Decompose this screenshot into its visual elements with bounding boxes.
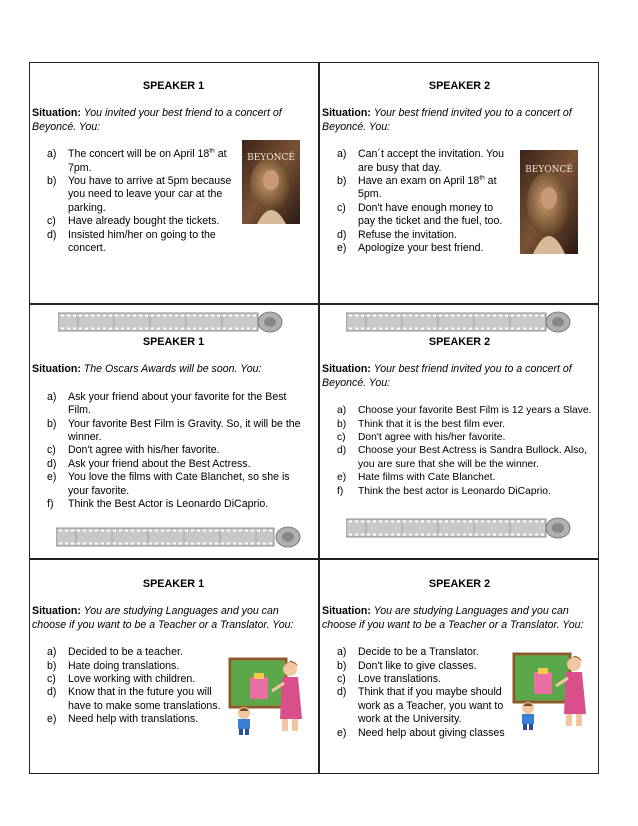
card-speaker1-oscars	[32, 336, 315, 511]
situation-text: Situation: Your best friend invited you to a concert of Beyoncé. You:	[322, 363, 572, 389]
task-text: Can´t accept the invitation. You are busy that day.	[358, 148, 505, 174]
task-item	[32, 686, 232, 713]
task-item	[322, 727, 512, 740]
task-text: Don't agree with his/her favorite.	[68, 444, 220, 457]
task-item	[322, 431, 597, 444]
task-text: Need help about giving classes	[358, 726, 505, 739]
beyonce-poster-image	[242, 140, 300, 224]
card-title: SPEAKER 2	[428, 578, 491, 590]
task-marker: b)	[47, 417, 57, 430]
task-marker: f)	[47, 498, 54, 511]
task-item	[32, 471, 304, 498]
task-marker: c)	[47, 215, 56, 228]
task-marker: b)	[337, 418, 347, 430]
task-marker: c)	[47, 673, 56, 686]
task-text: Choose your Best Actress is Sandra Bullock. Also, you are sure that she will be the winner.	[358, 445, 587, 470]
task-text: Think the best actor is Leonardo DiCaprio.	[358, 485, 551, 497]
task-item	[32, 175, 242, 215]
task-item	[32, 215, 242, 228]
task-marker: d)	[337, 686, 347, 699]
task-item	[322, 148, 512, 175]
task-marker: b)	[337, 175, 347, 188]
task-text: Think that it is the best film ever.	[358, 418, 506, 430]
card-speaker2-oscars	[322, 336, 597, 498]
task-item	[32, 444, 304, 457]
task-list	[322, 646, 512, 740]
task-text: Apologize your best friend.	[358, 242, 484, 255]
task-item	[32, 418, 304, 445]
task-text: Choose your favorite Best Film is 12 years a Slave.	[358, 405, 592, 417]
task-text: Need help with translations.	[68, 713, 199, 726]
task-item	[322, 646, 512, 659]
task-item	[322, 202, 512, 229]
svg-text:BEYONCÉ: BEYONCÉ	[247, 153, 295, 163]
task-item	[322, 404, 597, 417]
row-divider-1	[30, 303, 598, 305]
task-marker: b)	[47, 659, 57, 672]
film-strip-icon	[346, 311, 572, 333]
task-text: Decide to be a Translator.	[358, 646, 479, 659]
task-text: Ask your friend about your favorite for the Best Film.	[68, 390, 287, 417]
task-item	[32, 229, 242, 256]
task-text: Have already bought the tickets.	[68, 215, 220, 228]
beyonce-poster-image	[520, 150, 578, 254]
task-item	[322, 673, 512, 686]
task-text: Hate doing translations.	[68, 659, 180, 672]
task-marker: d)	[47, 228, 57, 241]
task-marker: f)	[337, 485, 344, 497]
situation-text: Situation: Your best friend invited you to a concert of Beyoncé. You:	[322, 107, 572, 133]
task-item: a) The concert will be on April 18th at 7pm.	[47, 147, 227, 174]
situation-text: Situation: The Oscars Awards will be soon. You:	[32, 363, 262, 376]
film-strip-icon	[346, 517, 572, 539]
task-list	[322, 404, 597, 498]
task-marker: b)	[337, 659, 347, 672]
task-marker: d)	[47, 686, 57, 699]
task-text: You have to arrive at 5pm because you need to leave your car at the parking.	[68, 175, 232, 214]
task-marker: e)	[337, 242, 347, 255]
task-marker: d)	[337, 445, 347, 457]
task-text: Don't have enough money to pay the ticket and the fuel, too.	[358, 201, 503, 228]
task-marker: e)	[337, 726, 347, 739]
task-text: Think the Best Actor is Leonardo DiCaprio.	[68, 498, 269, 511]
task-text: Know that in the future you will have to make some translations.	[68, 686, 221, 712]
task-item: b) Have an exam on April 18th at 5pm.	[337, 174, 497, 201]
task-marker: e)	[337, 472, 347, 484]
task-text: Refuse the invitation.	[358, 228, 457, 241]
task-marker: d)	[47, 457, 57, 470]
task-text: Don't agree with his/her favorite.	[358, 432, 506, 444]
card-title: SPEAKER 1	[142, 80, 205, 92]
task-marker: c)	[47, 444, 56, 457]
task-text: Think that if you maybe should work as a Teacher, you want to work at the University.	[358, 686, 504, 726]
task-item	[322, 444, 597, 471]
task-marker: d)	[337, 228, 347, 241]
task-item	[322, 686, 512, 726]
film-strip-icon	[58, 311, 284, 333]
task-text: Ask your friend about the Best Actress.	[68, 457, 251, 470]
task-marker: b)	[47, 175, 57, 188]
task-item	[32, 458, 304, 471]
task-marker: e)	[47, 713, 57, 726]
task-item	[32, 498, 304, 511]
task-item	[32, 391, 304, 418]
task-text: Love translations.	[358, 673, 442, 686]
card-title: SPEAKER 2	[428, 336, 491, 348]
card-title: SPEAKER 1	[142, 578, 205, 590]
task-item	[32, 660, 232, 673]
task-text: Decided to be a teacher.	[68, 646, 183, 659]
task-item	[322, 229, 512, 242]
task-text: You love the films with Cate Blanchet, so she is your favorite.	[68, 471, 290, 497]
task-marker: c)	[337, 432, 346, 444]
task-marker: a)	[337, 148, 347, 161]
task-item	[322, 485, 597, 498]
task-list	[322, 148, 512, 255]
svg-text:BEYONCÉ: BEYONCÉ	[525, 165, 573, 175]
task-item	[322, 242, 512, 255]
situation-text: Situation: You invited your best friend to a concert of Beyoncé. You:	[32, 107, 282, 133]
situation-text: Situation: You are studying Languages and you can choose if you want to be a Teacher or a Translator. You:	[32, 605, 294, 631]
task-marker: a)	[337, 405, 347, 417]
task-text: Insisted him/her on going to the concert.	[68, 228, 216, 255]
task-item	[322, 660, 512, 673]
task-list	[32, 646, 232, 726]
task-list	[32, 391, 304, 512]
teacher-classroom-image	[510, 648, 596, 730]
task-marker: a)	[47, 148, 57, 161]
task-list	[32, 148, 242, 255]
task-marker: c)	[337, 201, 346, 214]
task-text: Hate films with Cate Blanchet.	[358, 472, 496, 484]
task-marker: c)	[337, 673, 346, 686]
task-item	[322, 418, 597, 431]
task-item	[32, 713, 232, 726]
film-strip-icon	[56, 526, 302, 548]
task-text: Love working with children.	[68, 673, 196, 686]
situation-text: Situation: You are studying Languages and you can choose if you want to be a Teacher or a Translator. You:	[322, 605, 584, 631]
task-marker: e)	[47, 471, 57, 484]
task-marker: a)	[337, 646, 347, 659]
task-item	[32, 646, 232, 659]
task-item	[322, 471, 597, 484]
card-title: SPEAKER 2	[428, 80, 491, 92]
task-text: Don't like to give classes.	[358, 659, 477, 672]
teacher-classroom-image	[226, 653, 312, 735]
task-marker: a)	[47, 646, 57, 659]
column-divider	[318, 63, 320, 773]
card-title: SPEAKER 1	[142, 336, 205, 348]
task-text: Your favorite Best Film is Gravity. So, it will be the winner.	[68, 417, 301, 444]
row-divider-2	[30, 558, 598, 560]
task-marker: a)	[47, 390, 57, 403]
task-item	[32, 673, 232, 686]
